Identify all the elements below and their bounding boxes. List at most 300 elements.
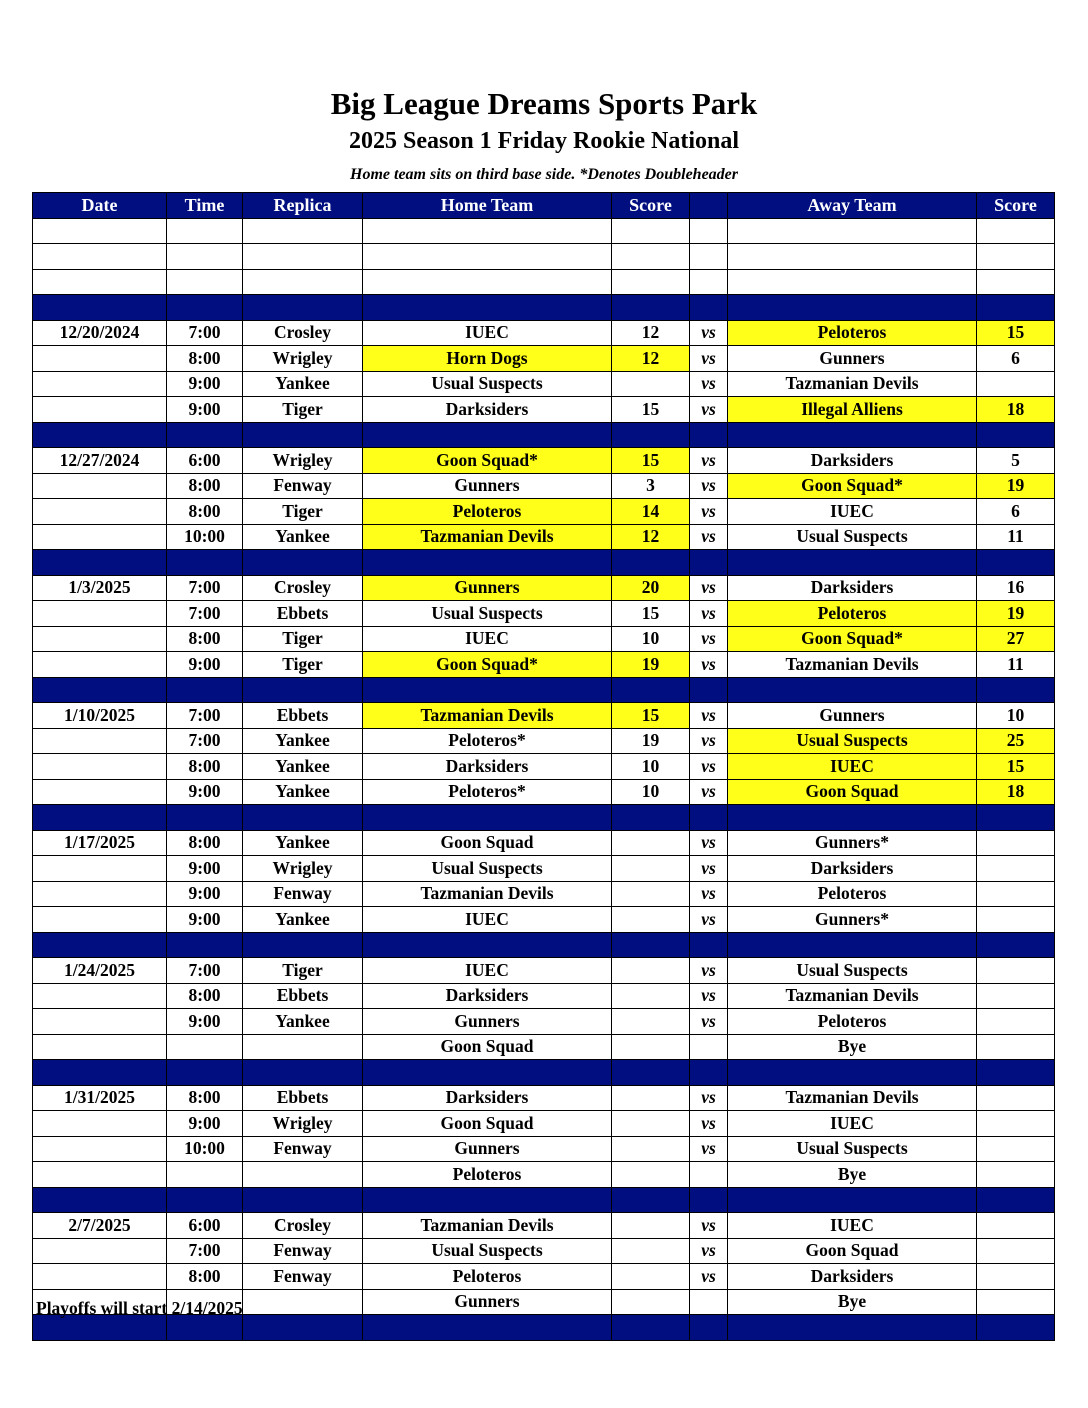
vs-cell bbox=[690, 244, 728, 270]
time-cell: 9:00 bbox=[167, 371, 243, 397]
vs-cell: vs bbox=[690, 1238, 728, 1264]
time-cell: 9:00 bbox=[167, 779, 243, 805]
home-score-cell: 10 bbox=[612, 754, 690, 780]
away-team-cell bbox=[728, 550, 977, 576]
away-team-cell: Darksiders bbox=[728, 1264, 977, 1290]
time-cell bbox=[167, 218, 243, 244]
schedule-body bbox=[33, 218, 1055, 1340]
game-row bbox=[33, 1162, 1055, 1188]
home-team-cell: IUEC bbox=[363, 907, 612, 933]
away-team-cell: Goon Squad bbox=[728, 1238, 977, 1264]
home-team-cell: IUEC bbox=[363, 320, 612, 346]
date-cell bbox=[33, 728, 167, 754]
date-cell bbox=[33, 473, 167, 499]
vs-cell: vs bbox=[690, 958, 728, 984]
vs-cell bbox=[690, 550, 728, 576]
replica-cell bbox=[243, 269, 363, 295]
away-score-cell bbox=[977, 805, 1055, 831]
away-team-cell bbox=[728, 1315, 977, 1341]
replica-cell: Fenway bbox=[243, 1136, 363, 1162]
away-team-cell: Usual Suspects bbox=[728, 958, 977, 984]
date-cell bbox=[33, 626, 167, 652]
home-score-cell bbox=[612, 805, 690, 831]
game-row bbox=[33, 371, 1055, 397]
away-score-cell bbox=[977, 830, 1055, 856]
date-cell: 1/24/2025 bbox=[33, 958, 167, 984]
vs-cell bbox=[690, 218, 728, 244]
date-cell bbox=[33, 218, 167, 244]
home-team-cell: Darksiders bbox=[363, 397, 612, 423]
replica-cell: Yankee bbox=[243, 830, 363, 856]
home-score-cell bbox=[612, 244, 690, 270]
away-score-cell bbox=[977, 983, 1055, 1009]
game-row bbox=[33, 779, 1055, 805]
date-cell bbox=[33, 907, 167, 933]
date-cell bbox=[33, 1009, 167, 1035]
home-score-cell bbox=[612, 830, 690, 856]
home-team-cell: Usual Suspects bbox=[363, 856, 612, 882]
date-cell bbox=[33, 1162, 167, 1188]
home-score-cell: 15 bbox=[612, 397, 690, 423]
away-team-cell: Darksiders bbox=[728, 448, 977, 474]
game-row bbox=[33, 1264, 1055, 1290]
home-score-cell bbox=[612, 1213, 690, 1239]
column-header-home-score: Score bbox=[612, 193, 690, 219]
home-team-cell: Gunners bbox=[363, 1009, 612, 1035]
away-score-cell bbox=[977, 856, 1055, 882]
column-header-home-team: Home Team bbox=[363, 193, 612, 219]
away-score-cell: 19 bbox=[977, 473, 1055, 499]
away-score-cell: 27 bbox=[977, 626, 1055, 652]
away-team-cell: Gunners bbox=[728, 703, 977, 729]
home-team-cell: Gunners bbox=[363, 1289, 612, 1315]
home-score-cell bbox=[612, 1085, 690, 1111]
replica-cell: Yankee bbox=[243, 779, 363, 805]
away-score-cell bbox=[977, 932, 1055, 958]
home-team-cell: Goon Squad bbox=[363, 1034, 612, 1060]
game-row bbox=[33, 856, 1055, 882]
replica-cell: Tiger bbox=[243, 652, 363, 678]
date-cell bbox=[33, 371, 167, 397]
vs-cell: vs bbox=[690, 830, 728, 856]
away-score-cell bbox=[977, 1085, 1055, 1111]
date-cell: 12/20/2024 bbox=[33, 320, 167, 346]
away-team-cell: Goon Squad* bbox=[728, 626, 977, 652]
home-score-cell bbox=[612, 983, 690, 1009]
vs-cell: vs bbox=[690, 524, 728, 550]
time-cell: 10:00 bbox=[167, 1136, 243, 1162]
away-score-cell bbox=[977, 244, 1055, 270]
time-cell: 6:00 bbox=[167, 448, 243, 474]
home-team-cell: Peloteros* bbox=[363, 728, 612, 754]
home-team-cell: Horn Dogs bbox=[363, 346, 612, 372]
column-header-date: Date bbox=[33, 193, 167, 219]
away-score-cell bbox=[977, 1111, 1055, 1137]
home-score-cell: 15 bbox=[612, 448, 690, 474]
away-team-cell: IUEC bbox=[728, 1111, 977, 1137]
away-score-cell bbox=[977, 907, 1055, 933]
away-score-cell: 18 bbox=[977, 779, 1055, 805]
home-score-cell: 15 bbox=[612, 601, 690, 627]
away-team-cell: Bye bbox=[728, 1034, 977, 1060]
away-score-cell bbox=[977, 1238, 1055, 1264]
time-cell: 8:00 bbox=[167, 983, 243, 1009]
away-score-cell bbox=[977, 371, 1055, 397]
game-row bbox=[33, 626, 1055, 652]
column-header-away-score: Score bbox=[977, 193, 1055, 219]
away-team-cell bbox=[728, 1187, 977, 1213]
game-row bbox=[33, 652, 1055, 678]
time-cell: 6:00 bbox=[167, 1213, 243, 1239]
column-header-vs bbox=[690, 193, 728, 219]
away-score-cell: 25 bbox=[977, 728, 1055, 754]
replica-cell: Wrigley bbox=[243, 448, 363, 474]
replica-cell bbox=[243, 295, 363, 321]
blank-row bbox=[33, 244, 1055, 270]
away-score-cell bbox=[977, 295, 1055, 321]
home-team-cell: Peloteros bbox=[363, 499, 612, 525]
home-team-cell: Goon Squad* bbox=[363, 448, 612, 474]
vs-cell bbox=[690, 1034, 728, 1060]
away-score-cell: 6 bbox=[977, 499, 1055, 525]
game-row bbox=[33, 1111, 1055, 1137]
date-cell bbox=[33, 1111, 167, 1137]
home-team-cell bbox=[363, 1187, 612, 1213]
home-score-cell: 12 bbox=[612, 524, 690, 550]
home-team-cell bbox=[363, 422, 612, 448]
home-score-cell bbox=[612, 1111, 690, 1137]
replica-cell bbox=[243, 1060, 363, 1086]
replica-cell: Wrigley bbox=[243, 346, 363, 372]
time-cell: 8:00 bbox=[167, 1264, 243, 1290]
replica-cell bbox=[243, 1162, 363, 1188]
home-score-cell bbox=[612, 677, 690, 703]
home-team-cell: Usual Suspects bbox=[363, 601, 612, 627]
away-score-cell bbox=[977, 269, 1055, 295]
vs-cell: vs bbox=[690, 371, 728, 397]
vs-cell: vs bbox=[690, 346, 728, 372]
game-row bbox=[33, 1136, 1055, 1162]
away-team-cell: Tazmanian Devils bbox=[728, 983, 977, 1009]
home-team-cell: Tazmanian Devils bbox=[363, 1213, 612, 1239]
date-cell bbox=[33, 1060, 167, 1086]
game-row bbox=[33, 830, 1055, 856]
date-cell bbox=[33, 932, 167, 958]
replica-cell: Wrigley bbox=[243, 856, 363, 882]
away-score-cell bbox=[977, 1136, 1055, 1162]
week-separator-row bbox=[33, 422, 1055, 448]
time-cell bbox=[167, 1034, 243, 1060]
away-score-cell: 10 bbox=[977, 703, 1055, 729]
replica-cell: Crosley bbox=[243, 1213, 363, 1239]
home-team-cell: Darksiders bbox=[363, 983, 612, 1009]
home-team-cell: IUEC bbox=[363, 626, 612, 652]
home-score-cell bbox=[612, 856, 690, 882]
vs-cell bbox=[690, 295, 728, 321]
vs-cell: vs bbox=[690, 1009, 728, 1035]
date-cell: 1/17/2025 bbox=[33, 830, 167, 856]
home-score-cell: 3 bbox=[612, 473, 690, 499]
time-cell: 9:00 bbox=[167, 397, 243, 423]
vs-cell: vs bbox=[690, 881, 728, 907]
replica-cell: Ebbets bbox=[243, 983, 363, 1009]
time-cell: 8:00 bbox=[167, 473, 243, 499]
date-cell bbox=[33, 550, 167, 576]
home-score-cell bbox=[612, 881, 690, 907]
home-score-cell bbox=[612, 295, 690, 321]
home-team-cell: Usual Suspects bbox=[363, 1238, 612, 1264]
replica-cell: Wrigley bbox=[243, 1111, 363, 1137]
time-cell bbox=[167, 1187, 243, 1213]
home-score-cell bbox=[612, 1289, 690, 1315]
away-score-cell bbox=[977, 1213, 1055, 1239]
time-cell: 9:00 bbox=[167, 881, 243, 907]
vs-cell: vs bbox=[690, 652, 728, 678]
away-team-cell: Darksiders bbox=[728, 575, 977, 601]
away-team-cell: Usual Suspects bbox=[728, 1136, 977, 1162]
date-cell bbox=[33, 856, 167, 882]
away-team-cell: Peloteros bbox=[728, 320, 977, 346]
away-team-cell bbox=[728, 805, 977, 831]
home-team-cell: IUEC bbox=[363, 958, 612, 984]
vs-cell bbox=[690, 1315, 728, 1341]
home-team-cell: Peloteros* bbox=[363, 779, 612, 805]
time-cell bbox=[167, 677, 243, 703]
away-score-cell bbox=[977, 1187, 1055, 1213]
blank-row bbox=[33, 269, 1055, 295]
home-team-cell bbox=[363, 244, 612, 270]
game-row bbox=[33, 601, 1055, 627]
replica-cell: Tiger bbox=[243, 397, 363, 423]
game-row bbox=[33, 1034, 1055, 1060]
away-team-cell: Tazmanian Devils bbox=[728, 371, 977, 397]
away-team-cell bbox=[728, 218, 977, 244]
home-score-cell bbox=[612, 422, 690, 448]
away-team-cell: Usual Suspects bbox=[728, 728, 977, 754]
table-header-row bbox=[33, 193, 1055, 219]
away-team-cell bbox=[728, 244, 977, 270]
vs-cell: vs bbox=[690, 1085, 728, 1111]
schedule-table bbox=[32, 192, 1055, 1341]
home-team-cell: Goon Squad* bbox=[363, 652, 612, 678]
home-score-cell bbox=[612, 907, 690, 933]
home-score-cell bbox=[612, 1264, 690, 1290]
home-score-cell bbox=[612, 1315, 690, 1341]
away-score-cell: 18 bbox=[977, 397, 1055, 423]
home-team-cell bbox=[363, 295, 612, 321]
time-cell bbox=[167, 1060, 243, 1086]
replica-cell: Ebbets bbox=[243, 1085, 363, 1111]
away-team-cell: Gunners* bbox=[728, 830, 977, 856]
date-cell bbox=[33, 1136, 167, 1162]
away-score-cell bbox=[977, 1034, 1055, 1060]
home-score-cell: 12 bbox=[612, 346, 690, 372]
date-cell bbox=[33, 524, 167, 550]
game-row bbox=[33, 1213, 1055, 1239]
time-cell: 7:00 bbox=[167, 958, 243, 984]
home-score-cell: 14 bbox=[612, 499, 690, 525]
away-team-cell: Bye bbox=[728, 1289, 977, 1315]
replica-cell: Fenway bbox=[243, 473, 363, 499]
vs-cell: vs bbox=[690, 1213, 728, 1239]
week-separator-row bbox=[33, 550, 1055, 576]
away-team-cell: Usual Suspects bbox=[728, 524, 977, 550]
away-team-cell: Gunners bbox=[728, 346, 977, 372]
away-team-cell: Goon Squad* bbox=[728, 473, 977, 499]
home-score-cell bbox=[612, 1187, 690, 1213]
home-team-cell bbox=[363, 550, 612, 576]
home-score-cell bbox=[612, 1238, 690, 1264]
replica-cell: Fenway bbox=[243, 1264, 363, 1290]
time-cell: 7:00 bbox=[167, 703, 243, 729]
playoffs-note: Playoffs will start 2/14/2025 bbox=[36, 1298, 243, 1318]
away-score-cell bbox=[977, 550, 1055, 576]
time-cell: 8:00 bbox=[167, 830, 243, 856]
vs-cell bbox=[690, 422, 728, 448]
date-cell bbox=[33, 1264, 167, 1290]
vs-cell: vs bbox=[690, 320, 728, 346]
home-score-cell bbox=[612, 1009, 690, 1035]
replica-cell: Fenway bbox=[243, 881, 363, 907]
home-team-cell bbox=[363, 269, 612, 295]
away-score-cell bbox=[977, 1009, 1055, 1035]
vs-cell: vs bbox=[690, 448, 728, 474]
date-cell bbox=[33, 295, 167, 321]
home-score-cell bbox=[612, 958, 690, 984]
week-separator-row bbox=[33, 677, 1055, 703]
replica-cell bbox=[243, 550, 363, 576]
blank-row bbox=[33, 218, 1055, 244]
home-team-cell: Gunners bbox=[363, 575, 612, 601]
game-row bbox=[33, 958, 1055, 984]
game-row bbox=[33, 499, 1055, 525]
column-header-away-team: Away Team bbox=[728, 193, 977, 219]
away-team-cell bbox=[728, 932, 977, 958]
away-team-cell bbox=[728, 295, 977, 321]
away-score-cell: 5 bbox=[977, 448, 1055, 474]
home-score-cell bbox=[612, 269, 690, 295]
vs-cell bbox=[690, 269, 728, 295]
game-row bbox=[33, 983, 1055, 1009]
week-separator-row bbox=[33, 295, 1055, 321]
home-team-cell: Darksiders bbox=[363, 754, 612, 780]
away-team-cell: Gunners* bbox=[728, 907, 977, 933]
replica-cell bbox=[243, 218, 363, 244]
home-team-cell: Peloteros bbox=[363, 1264, 612, 1290]
replica-cell: Ebbets bbox=[243, 601, 363, 627]
home-team-cell: Gunners bbox=[363, 1136, 612, 1162]
vs-cell bbox=[690, 1060, 728, 1086]
vs-cell: vs bbox=[690, 754, 728, 780]
time-cell: 9:00 bbox=[167, 1111, 243, 1137]
away-score-cell bbox=[977, 1060, 1055, 1086]
page-subtitle: 2025 Season 1 Friday Rookie National bbox=[348, 128, 740, 154]
home-team-cell bbox=[363, 932, 612, 958]
game-row bbox=[33, 703, 1055, 729]
replica-cell: Tiger bbox=[243, 958, 363, 984]
away-score-cell bbox=[977, 958, 1055, 984]
home-score-cell bbox=[612, 371, 690, 397]
replica-cell bbox=[243, 805, 363, 831]
game-row bbox=[33, 754, 1055, 780]
home-score-cell: 12 bbox=[612, 320, 690, 346]
home-score-cell: 20 bbox=[612, 575, 690, 601]
vs-cell bbox=[690, 932, 728, 958]
away-team-cell: Peloteros bbox=[728, 881, 977, 907]
time-cell: 9:00 bbox=[167, 856, 243, 882]
time-cell bbox=[167, 422, 243, 448]
game-row bbox=[33, 728, 1055, 754]
replica-cell bbox=[243, 244, 363, 270]
replica-cell: Yankee bbox=[243, 907, 363, 933]
replica-cell: Fenway bbox=[243, 1238, 363, 1264]
vs-cell: vs bbox=[690, 779, 728, 805]
date-cell bbox=[33, 779, 167, 805]
home-team-cell: Gunners bbox=[363, 473, 612, 499]
home-team-cell bbox=[363, 677, 612, 703]
date-cell: 12/27/2024 bbox=[33, 448, 167, 474]
home-team-cell bbox=[363, 1060, 612, 1086]
home-team-cell: Goon Squad bbox=[363, 1111, 612, 1137]
away-score-cell: 6 bbox=[977, 346, 1055, 372]
date-cell bbox=[33, 754, 167, 780]
away-team-cell: Illegal Alliens bbox=[728, 397, 977, 423]
game-row bbox=[33, 907, 1055, 933]
game-row bbox=[33, 1009, 1055, 1035]
date-cell: 1/31/2025 bbox=[33, 1085, 167, 1111]
game-row bbox=[33, 448, 1055, 474]
game-row bbox=[33, 1238, 1055, 1264]
time-cell: 8:00 bbox=[167, 1085, 243, 1111]
replica-cell: Yankee bbox=[243, 371, 363, 397]
home-score-cell: 15 bbox=[612, 703, 690, 729]
time-cell: 10:00 bbox=[167, 524, 243, 550]
away-team-cell: IUEC bbox=[728, 499, 977, 525]
home-score-cell bbox=[612, 218, 690, 244]
away-team-cell: Tazmanian Devils bbox=[728, 652, 977, 678]
vs-cell: vs bbox=[690, 728, 728, 754]
time-cell: 7:00 bbox=[167, 601, 243, 627]
vs-cell: vs bbox=[690, 575, 728, 601]
date-cell bbox=[33, 1187, 167, 1213]
away-team-cell: Peloteros bbox=[728, 1009, 977, 1035]
date-cell bbox=[33, 244, 167, 270]
replica-cell: Yankee bbox=[243, 728, 363, 754]
home-score-cell bbox=[612, 932, 690, 958]
game-row bbox=[33, 1085, 1055, 1111]
home-team-cell bbox=[363, 805, 612, 831]
date-cell bbox=[33, 397, 167, 423]
home-score-cell bbox=[612, 1136, 690, 1162]
date-cell: 1/3/2025 bbox=[33, 575, 167, 601]
replica-cell bbox=[243, 422, 363, 448]
date-cell bbox=[33, 983, 167, 1009]
time-cell bbox=[167, 269, 243, 295]
away-score-cell: 15 bbox=[977, 754, 1055, 780]
game-row bbox=[33, 346, 1055, 372]
date-cell bbox=[33, 1034, 167, 1060]
home-score-cell bbox=[612, 1060, 690, 1086]
game-row bbox=[33, 473, 1055, 499]
vs-cell: vs bbox=[690, 856, 728, 882]
replica-cell bbox=[243, 677, 363, 703]
away-score-cell bbox=[977, 218, 1055, 244]
vs-cell: vs bbox=[690, 1264, 728, 1290]
away-score-cell bbox=[977, 1162, 1055, 1188]
vs-cell: vs bbox=[690, 499, 728, 525]
vs-cell bbox=[690, 677, 728, 703]
vs-cell: vs bbox=[690, 907, 728, 933]
